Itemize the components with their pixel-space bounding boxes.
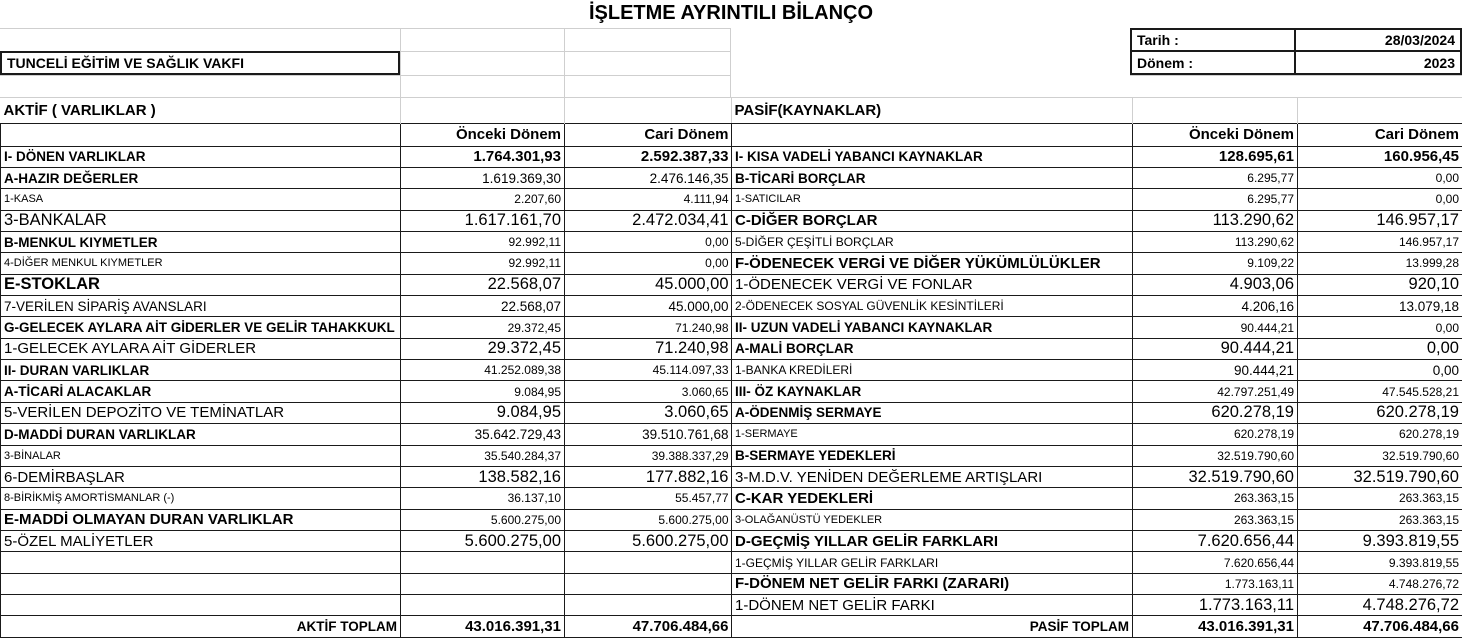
- row-label: A-MALİ BORÇLAR: [732, 338, 1133, 359]
- row-label: B-SERMAYE YEDEKLERİ: [732, 445, 1133, 466]
- table-row: [732, 402, 1462, 423]
- current-period-value: 2.472.034,41: [565, 210, 732, 231]
- prev-period-value: 35.642.729,43: [401, 424, 565, 445]
- table-row: [1, 338, 732, 359]
- table-row: [1, 509, 732, 530]
- empty-cell: [1298, 98, 1462, 123]
- row-label: 5-DİĞER ÇEŞİTLİ BORÇLAR: [732, 231, 1133, 252]
- empty-cell: [1, 123, 401, 146]
- current-period-value: 47.706.484,66: [1298, 616, 1462, 638]
- prev-period-value: 5.600.275,00: [401, 530, 565, 551]
- company-name-box: TUNCELİ EĞİTİM VE SAĞLIK VAKFI: [0, 51, 400, 75]
- row-label: 5-ÖZEL MALİYETLER: [1, 530, 401, 551]
- current-period-value: 32.519.790,60: [1298, 466, 1462, 487]
- row-label: [1, 573, 401, 594]
- prev-period-value: 5.600.275,00: [401, 509, 565, 530]
- prev-period-value: 41.252.089,38: [401, 360, 565, 381]
- table-row: [1, 231, 732, 252]
- row-label: 8-BİRİKMİŞ AMORTİSMANLAR (-): [1, 488, 401, 509]
- aktif-table: [0, 98, 732, 638]
- table-row: [1, 317, 732, 338]
- col-header-cari-donem: Cari Dönem: [565, 123, 732, 146]
- row-label: I- KISA VADELİ YABANCI KAYNAKLAR: [732, 146, 1133, 167]
- current-period-value: 32.519.790,60: [1298, 445, 1462, 466]
- prev-period-value: 43.016.391,31: [401, 616, 565, 638]
- table-row: [1, 552, 732, 573]
- current-period-value: 71.240,98: [565, 317, 732, 338]
- current-period-value: 920,10: [1298, 274, 1462, 295]
- row-label: 1-KASA: [1, 189, 401, 210]
- current-period-value: 4.748.276,72: [1298, 595, 1462, 616]
- table-row: [1, 488, 732, 509]
- current-period-value: 2.592.387,33: [565, 146, 732, 167]
- row-label: D-GEÇMİŞ YILLAR GELİR FARKLARI: [732, 530, 1133, 551]
- current-period-value: 0,00: [1298, 167, 1462, 188]
- aktif-section-title: AKTİF ( VARLIKLAR ): [1, 98, 401, 123]
- prev-period-value: 4.903,06: [1133, 274, 1298, 295]
- row-label: C-KAR YEDEKLERİ: [732, 488, 1133, 509]
- period-value: 2023: [1294, 50, 1462, 75]
- date-label: Tarih :: [1130, 28, 1296, 52]
- row-label: 1-BANKA KREDİLERİ: [732, 360, 1133, 381]
- table-row: [1, 595, 732, 616]
- table-row: [732, 381, 1462, 402]
- current-period-value: 47.706.484,66: [565, 616, 732, 638]
- row-label: AKTİF TOPLAM: [1, 616, 401, 638]
- table-row: [732, 167, 1462, 188]
- table-row: [732, 573, 1462, 594]
- table-row: [732, 231, 1462, 252]
- row-label: F-DÖNEM NET GELİR FARKI (ZARARI): [732, 573, 1133, 594]
- prev-period-value: 32.519.790,60: [1133, 445, 1298, 466]
- prev-period-value: 29.372,45: [401, 338, 565, 359]
- current-period-value: 0,00: [1298, 360, 1462, 381]
- pasif-column-header-row: [732, 123, 1462, 146]
- row-label: 3-BİNALAR: [1, 445, 401, 466]
- date-value: 28/03/2024: [1294, 28, 1462, 52]
- prev-period-value: 1.773.163,11: [1133, 595, 1298, 616]
- current-period-value: 13.079,18: [1298, 296, 1462, 317]
- table-row: [1, 466, 732, 487]
- prev-period-value: 2.207,60: [401, 189, 565, 210]
- current-period-value: 45.000,00: [565, 296, 732, 317]
- table-row: [732, 424, 1462, 445]
- row-label: 7-VERİLEN SİPARİŞ AVANSLARI: [1, 296, 401, 317]
- prev-period-value: 9.109,22: [1133, 253, 1298, 274]
- table-row: [732, 466, 1462, 487]
- table-row: [1, 424, 732, 445]
- current-period-value: 2.476.146,35: [565, 167, 732, 188]
- table-row: [732, 488, 1462, 509]
- table-row: [732, 296, 1462, 317]
- prev-period-value: 90.444,21: [1133, 338, 1298, 359]
- current-period-value: 45.114.097,33: [565, 360, 732, 381]
- prev-period-value: [401, 552, 565, 573]
- row-label: [1, 595, 401, 616]
- current-period-value: 620.278,19: [1298, 402, 1462, 423]
- row-label: II- UZUN VADELİ YABANCI KAYNAKLAR: [732, 317, 1133, 338]
- current-period-value: 4.748.276,72: [1298, 573, 1462, 594]
- pasif-table: [731, 98, 1462, 638]
- prev-period-value: 9.084,95: [401, 402, 565, 423]
- prev-period-value: 35.540.284,37: [401, 445, 565, 466]
- prev-period-value: 263.363,15: [1133, 488, 1298, 509]
- table-row: [732, 338, 1462, 359]
- row-label: E-MADDİ OLMAYAN DURAN VARLIKLAR: [1, 509, 401, 530]
- prev-period-value: 6.295,77: [1133, 167, 1298, 188]
- prev-period-value: 7.620.656,44: [1133, 530, 1298, 551]
- prev-period-value: 4.206,16: [1133, 296, 1298, 317]
- row-label: 1-GEÇMİŞ YILLAR GELİR FARKLARI: [732, 552, 1133, 573]
- row-label: 1-ÖDENECEK VERGİ VE FONLAR: [732, 274, 1133, 295]
- row-label: PASİF TOPLAM: [732, 616, 1133, 638]
- table-row: [1, 616, 732, 638]
- row-label: B-TİCARİ BORÇLAR: [732, 167, 1133, 188]
- prev-period-value: 1.619.369,30: [401, 167, 565, 188]
- prev-period-value: 113.290,62: [1133, 231, 1298, 252]
- row-label: III- ÖZ KAYNAKLAR: [732, 381, 1133, 402]
- current-period-value: 71.240,98: [565, 338, 732, 359]
- empty-cell: [1133, 98, 1298, 123]
- table-row: [732, 253, 1462, 274]
- row-label: B-MENKUL KIYMETLER: [1, 231, 401, 252]
- row-label: 4-DİĞER MENKUL KIYMETLER: [1, 253, 401, 274]
- current-period-value: 177.882,16: [565, 466, 732, 487]
- prev-period-value: 29.372,45: [401, 317, 565, 338]
- prev-period-value: 9.084,95: [401, 381, 565, 402]
- current-period-value: 0,00: [565, 231, 732, 252]
- prev-period-value: 42.797.251,49: [1133, 381, 1298, 402]
- prev-period-value: 22.568,07: [401, 274, 565, 295]
- current-period-value: 263.363,15: [1298, 488, 1462, 509]
- current-period-value: 9.393.819,55: [1298, 530, 1462, 551]
- row-label: 1-DÖNEM NET GELİR FARKI: [732, 595, 1133, 616]
- table-row: [1, 381, 732, 402]
- table-row: [732, 509, 1462, 530]
- prev-period-value: 92.992,11: [401, 253, 565, 274]
- prev-period-value: 22.568,07: [401, 296, 565, 317]
- table-row: [1, 530, 732, 551]
- prev-period-value: 36.137,10: [401, 488, 565, 509]
- current-period-value: 5.600.275,00: [565, 530, 732, 551]
- page-title: İŞLETME AYRINTILI BİLANÇO: [588, 2, 874, 24]
- row-label: 3-M.D.V. YENİDEN DEĞERLEME ARTIŞLARI: [732, 466, 1133, 487]
- row-label: C-DİĞER BORÇLAR: [732, 210, 1133, 231]
- current-period-value: 0,00: [1298, 317, 1462, 338]
- row-label: E-STOKLAR: [1, 274, 401, 295]
- current-period-value: 620.278,19: [1298, 424, 1462, 445]
- table-row: [1, 402, 732, 423]
- row-label: 1-SERMAYE: [732, 424, 1133, 445]
- prev-period-value: 6.295,77: [1133, 189, 1298, 210]
- current-period-value: [565, 595, 732, 616]
- prev-period-value: 1.773.163,11: [1133, 573, 1298, 594]
- pasif-section-title: PASİF(KAYNAKLAR): [732, 98, 1133, 123]
- prev-period-value: 1.764.301,93: [401, 146, 565, 167]
- table-row: [1, 210, 732, 231]
- current-period-value: 0,00: [1298, 189, 1462, 210]
- table-row: [732, 146, 1462, 167]
- current-period-value: 55.457,77: [565, 488, 732, 509]
- prev-period-value: 7.620.656,44: [1133, 552, 1298, 573]
- empty-cell: [401, 98, 565, 123]
- pasif-section-row: [732, 98, 1462, 123]
- row-label: 3-OLAĞANÜSTÜ YEDEKLER: [732, 509, 1133, 530]
- current-period-value: 5.600.275,00: [565, 509, 732, 530]
- row-label: G-GELECEK AYLARA AİT GİDERLER VE GELİR TAHAKKUKL: [1, 317, 401, 338]
- current-period-value: 39.510.761,68: [565, 424, 732, 445]
- aktif-section-row: [1, 98, 732, 123]
- table-row: [732, 595, 1462, 616]
- prev-period-value: 128.695,61: [1133, 146, 1298, 167]
- table-row: [1, 167, 732, 188]
- table-row: [732, 210, 1462, 231]
- prev-period-value: [401, 595, 565, 616]
- row-label: F-ÖDENECEK VERGİ VE DİĞER YÜKÜMLÜLÜKLER: [732, 253, 1133, 274]
- row-label: II- DURAN VARLIKLAR: [1, 360, 401, 381]
- col-header-onceki-donem: Önceki Dönem: [401, 123, 565, 146]
- prev-period-value: 263.363,15: [1133, 509, 1298, 530]
- current-period-value: 263.363,15: [1298, 509, 1462, 530]
- col-header-onceki-donem: Önceki Dönem: [1133, 123, 1298, 146]
- table-row: [732, 616, 1462, 638]
- empty-cell: [732, 123, 1133, 146]
- table-row: [1, 146, 732, 167]
- table-row: [732, 445, 1462, 466]
- prev-period-value: [401, 573, 565, 594]
- row-label: A-ÖDENMİŞ SERMAYE: [732, 402, 1133, 423]
- empty-cell: [565, 98, 732, 123]
- current-period-value: 3.060,65: [565, 402, 732, 423]
- prev-period-value: 32.519.790,60: [1133, 466, 1298, 487]
- prev-period-value: 1.617.161,70: [401, 210, 565, 231]
- table-row: [732, 317, 1462, 338]
- table-row: [732, 360, 1462, 381]
- table-row: [1, 445, 732, 466]
- prev-period-value: 92.992,11: [401, 231, 565, 252]
- table-row: [1, 360, 732, 381]
- current-period-value: 146.957,17: [1298, 210, 1462, 231]
- table-row: [732, 552, 1462, 573]
- table-row: [1, 274, 732, 295]
- current-period-value: 13.999,28: [1298, 253, 1462, 274]
- current-period-value: 47.545.528,21: [1298, 381, 1462, 402]
- row-label: 5-VERİLEN DEPOZİTO VE TEMİNATLAR: [1, 402, 401, 423]
- col-header-cari-donem: Cari Dönem: [1298, 123, 1462, 146]
- current-period-value: 45.000,00: [565, 274, 732, 295]
- row-label: 1-SATICILAR: [732, 189, 1133, 210]
- prev-period-value: 620.278,19: [1133, 424, 1298, 445]
- row-label: 3-BANKALAR: [1, 210, 401, 231]
- current-period-value: [565, 552, 732, 573]
- current-period-value: 146.957,17: [1298, 231, 1462, 252]
- row-label: A-TİCARİ ALACAKLAR: [1, 381, 401, 402]
- table-row: [732, 274, 1462, 295]
- current-period-value: [565, 573, 732, 594]
- current-period-value: 0,00: [1298, 338, 1462, 359]
- prev-period-value: 113.290,62: [1133, 210, 1298, 231]
- prev-period-value: 620.278,19: [1133, 402, 1298, 423]
- row-label: 6-DEMİRBAŞLAR: [1, 466, 401, 487]
- table-row: [732, 530, 1462, 551]
- current-period-value: 9.393.819,55: [1298, 552, 1462, 573]
- current-period-value: 0,00: [565, 253, 732, 274]
- row-label: D-MADDİ DURAN VARLIKLAR: [1, 424, 401, 445]
- row-label: 2-ÖDENECEK SOSYAL GÜVENLİK KESİNTİLERİ: [732, 296, 1133, 317]
- table-row: [1, 296, 732, 317]
- table-row: [1, 253, 732, 274]
- aktif-column-header-row: [1, 123, 732, 146]
- table-row: [732, 189, 1462, 210]
- current-period-value: 4.111,94: [565, 189, 732, 210]
- table-row: [1, 189, 732, 210]
- current-period-value: 3.060,65: [565, 381, 732, 402]
- period-label: Dönem :: [1130, 50, 1296, 75]
- row-label: A-HAZIR DEĞERLER: [1, 167, 401, 188]
- current-period-value: 160.956,45: [1298, 146, 1462, 167]
- row-label: I- DÖNEN VARLIKLAR: [1, 146, 401, 167]
- current-period-value: 39.388.337,29: [565, 445, 732, 466]
- row-label: [1, 552, 401, 573]
- table-row: [1, 573, 732, 594]
- prev-period-value: 138.582,16: [401, 466, 565, 487]
- row-label: 1-GELECEK AYLARA AİT GİDERLER: [1, 338, 401, 359]
- prev-period-value: 90.444,21: [1133, 360, 1298, 381]
- prev-period-value: 43.016.391,31: [1133, 616, 1298, 638]
- prev-period-value: 90.444,21: [1133, 317, 1298, 338]
